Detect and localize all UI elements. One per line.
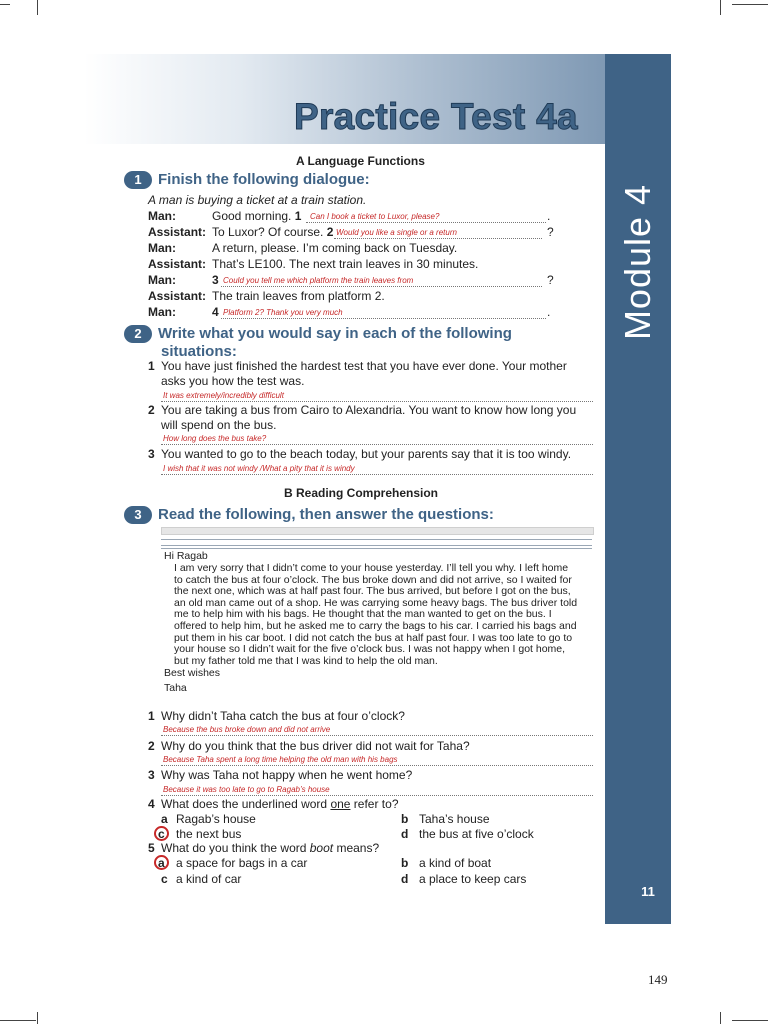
option-letter[interactable]: a	[161, 812, 168, 826]
crop-mark	[720, 0, 721, 15]
letter-line: put them in his car boot. I did not catch the bus at half past four. I was too late to go to	[174, 631, 573, 644]
question-3-heading: 3 Read the following, then answer the questions:	[124, 506, 494, 524]
inner-page-number: 11	[641, 884, 655, 899]
comprehension-question: Why do you think that the bus driver did not wait for Taha?	[161, 739, 470, 753]
question-number-badge: 1	[124, 171, 152, 189]
question-number: 3	[148, 768, 155, 782]
situation-text: asks you how the test was.	[161, 374, 305, 388]
handwritten-answer: Because it was too late to go to Ragab’s house	[163, 785, 330, 794]
letter-line: the next one, which was at half past four. The bus arrived, but before I got on the bus,	[174, 585, 571, 598]
option-letter[interactable]: a	[158, 856, 165, 870]
question-number-badge: 3	[124, 506, 152, 524]
speaker-label: Man:	[148, 209, 176, 223]
handwritten-answer: Platform 2? Thank you very much	[223, 308, 343, 317]
handwritten-answer: Because Taha spent a long time helping the old man with his bags	[163, 755, 398, 764]
answer-blank[interactable]	[221, 286, 542, 287]
letter-line: an old man came out of a shop. He was carrying some heavy bags. The bus driver told	[174, 596, 578, 609]
dialogue-intro: A man is buying a ticket at a train station.	[148, 193, 367, 207]
letter-line: offered to help him, but he asked me to carry the bags to his car. I carried his bags and	[174, 619, 577, 632]
question-number: 4	[148, 797, 155, 811]
crop-mark	[0, 1020, 36, 1021]
speaker-label: Assistant:	[148, 225, 207, 239]
item-number: 3	[148, 447, 155, 461]
option-text[interactable]: the bus at five o’clock	[419, 827, 534, 841]
option-text[interactable]: Ragab’s house	[176, 812, 256, 826]
answer-blank[interactable]	[161, 474, 593, 475]
option-text[interactable]: a space for bags in a car	[176, 856, 308, 870]
question-2-heading-cont: situations:	[161, 343, 237, 360]
email-divider	[161, 545, 592, 546]
email-divider	[161, 539, 592, 540]
item-number: 1	[148, 359, 155, 373]
option-letter[interactable]: b	[401, 856, 409, 870]
answer-blank[interactable]	[161, 444, 593, 445]
bottom-page-number: 149	[648, 972, 668, 987]
letter-line: me to help him with his bags. He thought that the man wanted to get on the bus. I	[174, 608, 552, 621]
situation-text: You have just finished the hardest test that you have ever done. Your mother	[161, 359, 567, 373]
handwritten-answer: Would you like a single or a return	[336, 228, 457, 237]
section-b-heading: B Reading Comprehension	[284, 486, 439, 500]
crop-mark	[732, 1020, 768, 1021]
crop-mark	[720, 1012, 721, 1024]
question-1-heading	[124, 171, 370, 189]
letter-line: your house so I didn’t wait for the five o’clock bus. I was not happy when I got home,	[174, 643, 566, 656]
speaker-label: Assistant:	[148, 257, 207, 271]
letter-line: I am very sorry that I didn’t come to your house yesterday. I’ll tell you why. I left home	[174, 562, 569, 574]
question-number: 1	[148, 709, 155, 723]
crop-mark	[37, 1012, 38, 1024]
question-number-badge: 2	[124, 325, 152, 343]
situation-text: You are taking a bus from Cairo to Alexandria. You want to know how long you	[161, 403, 577, 417]
option-text[interactable]: Taha’s house	[419, 812, 490, 826]
letter-greeting: Hi Ragab	[164, 550, 208, 562]
letter-signoff: Best wishes	[164, 667, 221, 679]
crop-mark	[732, 4, 768, 5]
answer-blank[interactable]	[306, 222, 546, 223]
letter-line: to catch the bus at four o’clock. The bus broke down and did not arrive, so I waited for	[174, 573, 572, 586]
line-end: .	[547, 305, 551, 319]
situation-text: You wanted to go to the beach today, but your parents say that it is too windy.	[161, 447, 572, 461]
dialogue-line: To Luxor? Of course. 2	[212, 225, 334, 239]
blank-number: 3	[212, 273, 219, 287]
answer-blank[interactable]	[221, 318, 546, 319]
line-end: .	[547, 209, 551, 223]
option-letter[interactable]: c	[161, 872, 168, 886]
speaker-label: Man:	[148, 305, 176, 319]
handwritten-answer: I wish that it was not windy /What a pity that it is windy	[163, 464, 355, 473]
option-letter[interactable]: d	[401, 872, 409, 886]
option-text[interactable]: a place to keep cars	[419, 872, 527, 886]
letter-signature: Taha	[164, 682, 187, 694]
handwritten-answer: It was extremely/incredibly difficult	[163, 391, 284, 400]
dialogue-line: The train leaves from platform 2.	[212, 289, 385, 303]
question-number: 2	[148, 739, 155, 753]
mcq-question: What does the underlined word one refer to?	[161, 797, 399, 811]
answer-blank[interactable]	[161, 795, 593, 796]
mcq-question: What do you think the word boot means?	[161, 841, 380, 855]
dialogue-line: A return, please. I’m coming back on Tuesday.	[212, 241, 458, 255]
email-divider	[161, 548, 592, 549]
letter-body	[174, 563, 577, 667]
question-2-heading: 2 Write what you would say in each of the following	[124, 325, 512, 343]
section-a-heading: A Language Functions	[296, 154, 425, 168]
question-1-text: Finish the following dialogue:	[158, 171, 370, 188]
comprehension-question: Why didn’t Taha catch the bus at four o’clock?	[161, 709, 405, 723]
letter-line: but my father told me that I was kind to help the old man.	[174, 654, 438, 667]
option-letter[interactable]: c	[158, 827, 165, 841]
line-end: ?	[547, 225, 554, 239]
crop-mark	[37, 0, 38, 15]
crop-mark	[0, 4, 10, 5]
dialogue-line: Good morning. 1	[212, 209, 302, 223]
speaker-label: Man:	[148, 241, 176, 255]
handwritten-answer: Can I book a ticket to Luxor, please?	[310, 212, 440, 221]
option-letter[interactable]: d	[401, 827, 409, 841]
answer-blank[interactable]	[161, 401, 593, 402]
email-toolbar	[161, 527, 594, 535]
handwritten-answer: How long does the bus take?	[163, 434, 267, 443]
dialogue-line: That’s LE100. The next train leaves in 30 minutes.	[212, 257, 479, 271]
option-text[interactable]: the next bus	[176, 827, 242, 841]
question-number: 5	[148, 841, 155, 855]
situation-text: will spend on the bus.	[161, 418, 277, 432]
line-end: ?	[547, 273, 554, 287]
speaker-label: Assistant:	[148, 289, 207, 303]
speaker-label: Man:	[148, 273, 176, 287]
option-text[interactable]: a kind of car	[176, 872, 242, 886]
option-text[interactable]: a kind of boat	[419, 856, 492, 870]
blank-number: 4	[212, 305, 219, 319]
answer-blank[interactable]	[334, 238, 542, 239]
option-letter[interactable]: b	[401, 812, 409, 826]
handwritten-answer: Because the bus broke down and did not arrive	[163, 725, 331, 734]
answer-blank[interactable]	[161, 765, 593, 766]
comprehension-question: Why was Taha not happy when he went home?	[161, 768, 413, 782]
item-number: 2	[148, 403, 155, 417]
module-label: Module 4	[617, 183, 658, 341]
answer-blank[interactable]	[161, 735, 593, 736]
handwritten-answer: Could you tell me which platform the train leaves from	[223, 276, 414, 285]
page-title: Practice Test 4a	[294, 96, 578, 137]
